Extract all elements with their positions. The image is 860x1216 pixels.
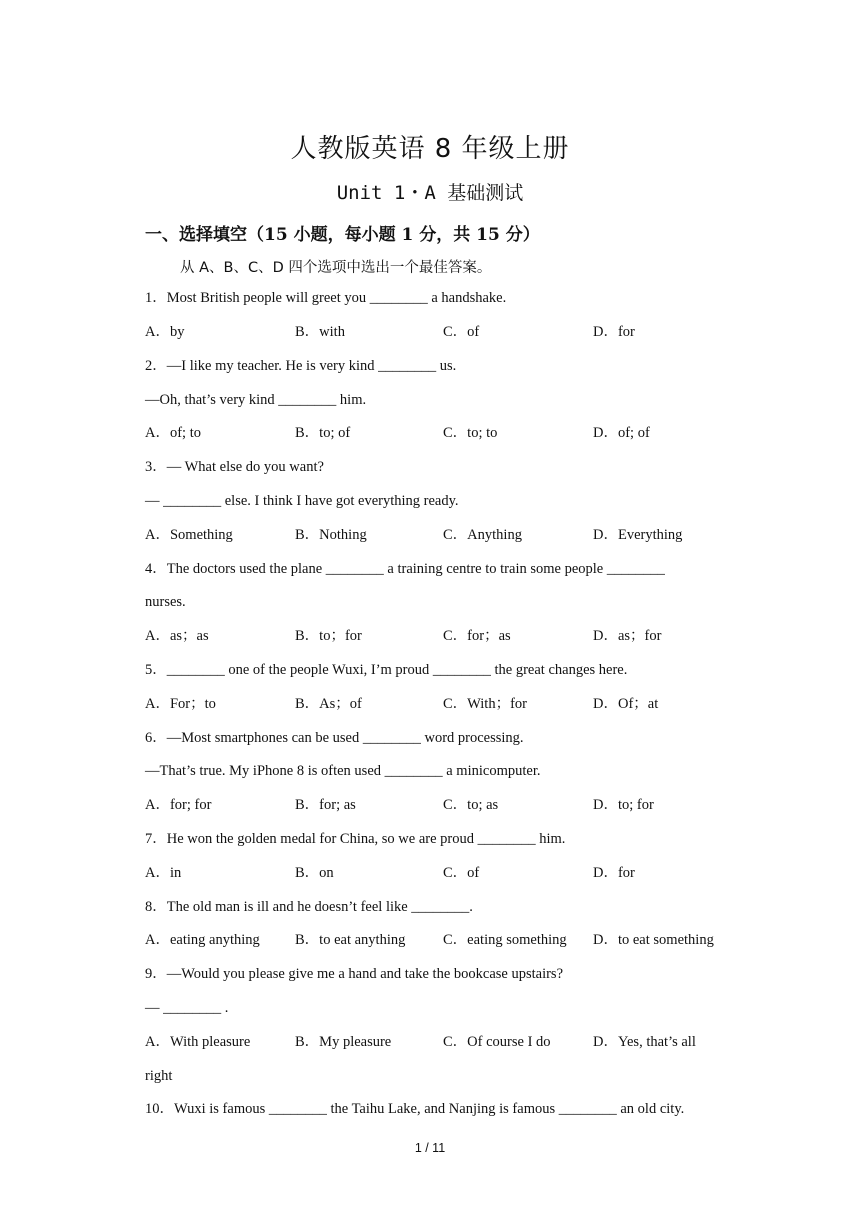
question-9-stem-line-2: — ________ .: [145, 1000, 229, 1016]
option-d: D．to eat something: [593, 932, 714, 948]
option-d: D．Of；at: [593, 696, 659, 712]
question-2-stem: 2．—I like my teacher. He is very kind ________ us.: [145, 358, 457, 374]
option-b: B．Nothing: [295, 527, 367, 543]
option-b: B．to eat anything: [295, 932, 406, 948]
option-b: B．for; as: [295, 797, 356, 813]
option-d: D．as；for: [593, 628, 662, 644]
question-10-stem: 10．Wuxi is famous ________ the Taihu Lake, and Nanjing is famous ________ an old city.: [145, 1101, 685, 1117]
option-c: C．to; as: [443, 797, 499, 813]
option-c: C．Anything: [443, 527, 522, 543]
option-c: C．of: [443, 324, 480, 340]
option-c: C．for；as: [443, 628, 511, 644]
option-c: C．With；for: [443, 696, 527, 712]
question-5-stem: 5．________ one of the people Wuxi, I’m proud ________ the great changes here.: [145, 662, 628, 678]
section-instruction: 从 A、B、C、D 四个选项中选出一个最佳答案。: [180, 260, 492, 276]
option-b: B．to；for: [295, 628, 362, 644]
question-4-stem-line-2: nurses.: [145, 594, 186, 610]
option-a: A．eating anything: [145, 932, 260, 948]
option-d: D．to; for: [593, 797, 654, 813]
option-c: C．eating something: [443, 932, 567, 948]
option-a: A．of; to: [145, 425, 201, 441]
question-2-stem-line-2: —Oh, that’s very kind ________ him.: [145, 392, 367, 408]
question-8-stem: 8．The old man is ill and he doesn’t feel like ________.: [145, 899, 473, 915]
document-subtitle: Unit 1・A 基础测试: [336, 182, 524, 204]
option-c: C．to; to: [443, 425, 498, 441]
option-a: A．Something: [145, 527, 233, 543]
option-d: D．for: [593, 324, 635, 340]
option-d: D．for: [593, 865, 635, 881]
question-9-option-d-wrap: right: [145, 1068, 173, 1084]
option-a: A．For；to: [145, 696, 216, 712]
option-a: A．for; for: [145, 797, 212, 813]
question-1-stem: 1．Most British people will greet you ________ a handshake.: [145, 290, 507, 306]
section-heading: 一、选择填空（15 小题，每小题 1 分，共 15 分）: [145, 225, 540, 245]
option-a: A．in: [145, 865, 182, 881]
document-title: 人教版英语 8 年级上册: [290, 134, 570, 164]
option-b: B．My pleasure: [295, 1034, 392, 1050]
option-b: B．As；of: [295, 696, 362, 712]
option-b: B．with: [295, 324, 345, 340]
option-d: D．Everything: [593, 527, 683, 543]
question-7-stem: 7．He won the golden medal for China, so we are proud ________ him.: [145, 831, 566, 847]
page-number: 1 / 11: [414, 1141, 446, 1155]
question-6-stem-line-2: —That’s true. My iPhone 8 is often used ________ a minicomputer.: [145, 763, 541, 779]
option-c: C．Of course I do: [443, 1034, 551, 1050]
option-a: A．by: [145, 324, 185, 340]
option-b: B．to; of: [295, 425, 351, 441]
option-a: A．as；as: [145, 628, 209, 644]
question-6-stem: 6．—Most smartphones can be used ________ word processing.: [145, 730, 524, 746]
question-4-stem: 4．The doctors used the plane ________ a training centre to train some people ________: [145, 561, 665, 577]
option-a: A．With pleasure: [145, 1034, 251, 1050]
option-b: B．on: [295, 865, 334, 881]
option-d: D．of; of: [593, 425, 650, 441]
option-c: C．of: [443, 865, 480, 881]
question-9-stem: 9．—Would you please give me a hand and take the bookcase upstairs?: [145, 966, 564, 982]
option-d: D．Yes, that’s all: [593, 1034, 696, 1050]
question-3-stem: 3．— What else do you want?: [145, 459, 324, 475]
question-3-stem-line-2: — ________ else. I think I have got everything ready.: [145, 493, 459, 509]
